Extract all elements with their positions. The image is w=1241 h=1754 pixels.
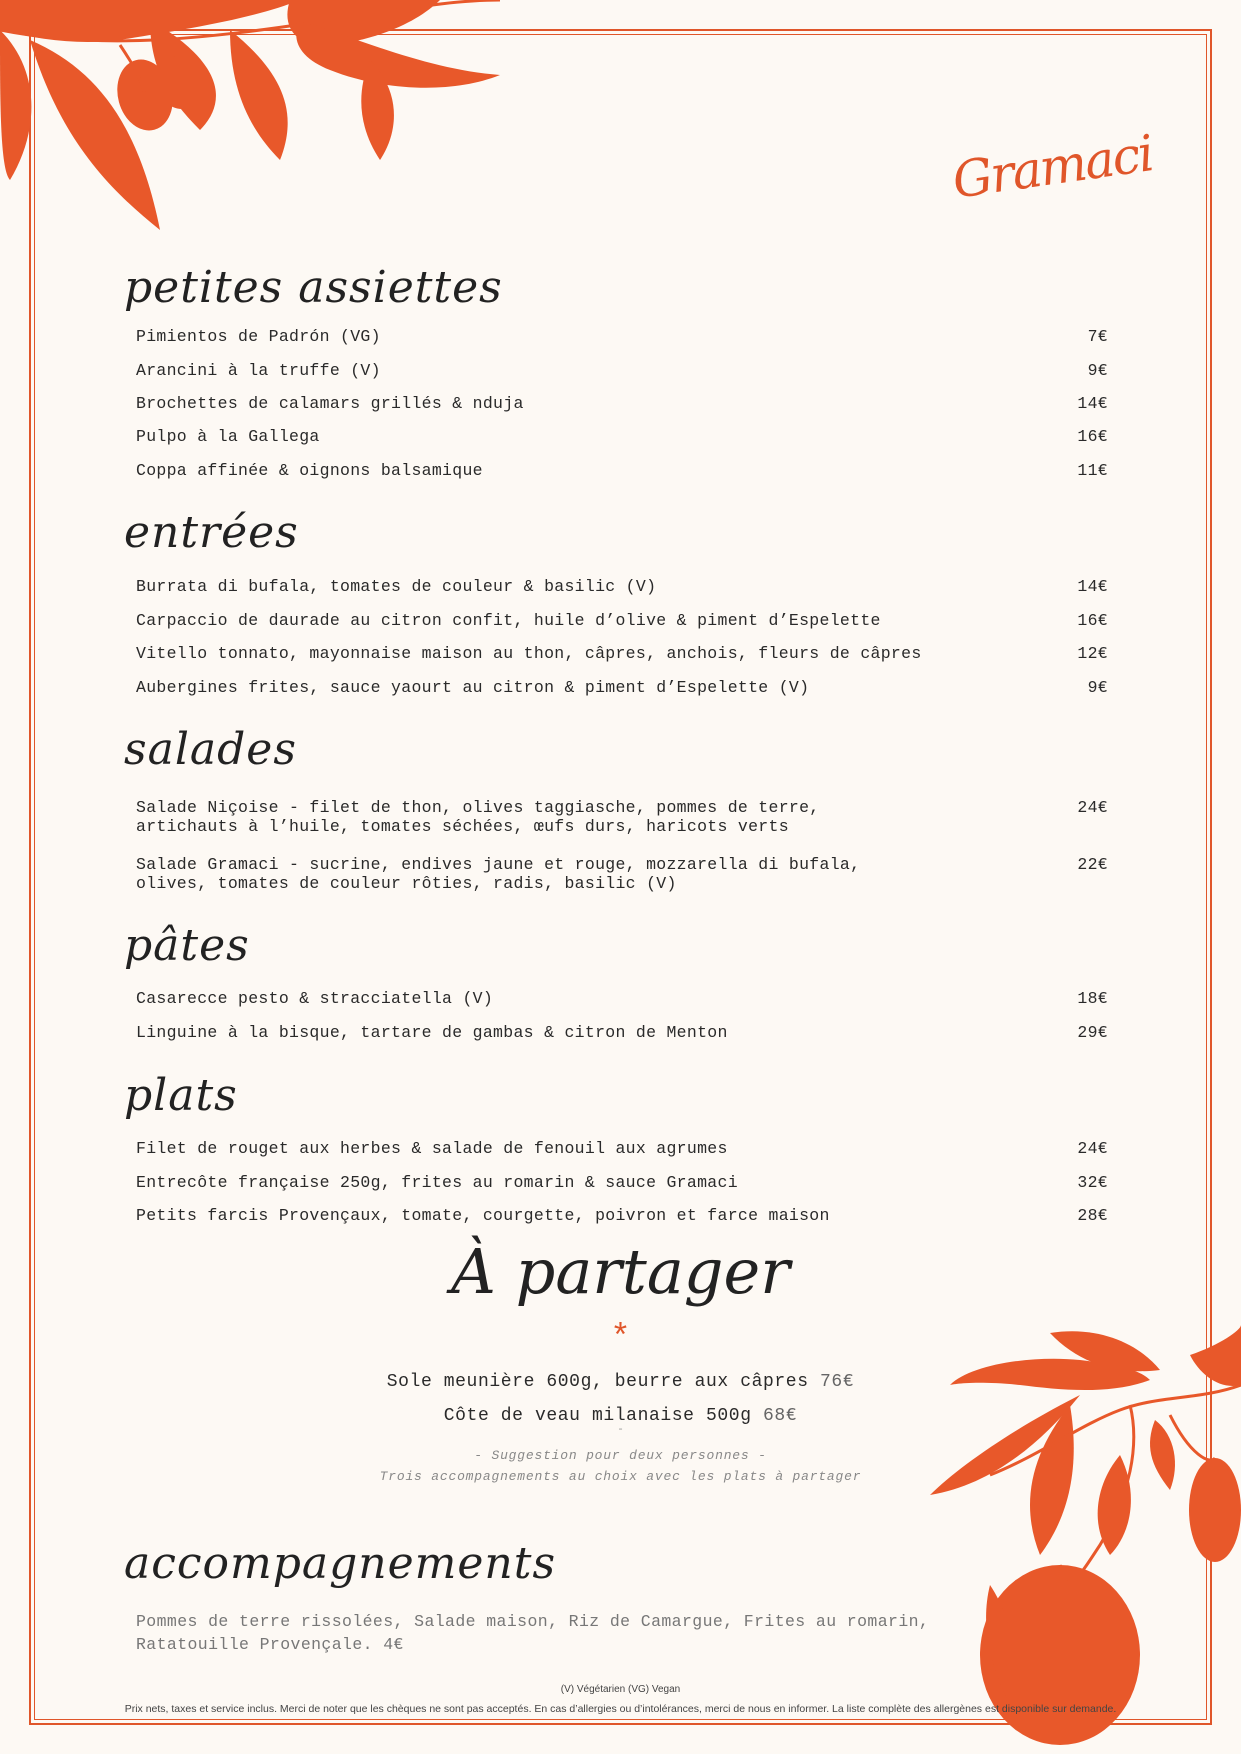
leaf-branch-top-illustration: [0, 0, 560, 240]
item-name: Côte de veau milanaise 500g: [443, 1406, 752, 1426]
section-title-pates: pâtes: [124, 920, 250, 971]
menu-item: [136, 1206, 1108, 1225]
share-item: [0, 1372, 1241, 1392]
item-price: 24€: [1077, 1139, 1108, 1158]
item-price: 68€: [763, 1406, 798, 1426]
menu-item: [136, 611, 1108, 630]
section-title-petites-assiettes: petites assiettes: [124, 262, 503, 313]
item-price: 32€: [1077, 1173, 1108, 1192]
item-price: 29€: [1077, 1023, 1108, 1042]
item-price: 12€: [1077, 644, 1108, 663]
item-price: 14€: [1077, 394, 1108, 413]
section-title-plats: plats: [124, 1070, 238, 1121]
item-name: Entrecôte française 250g, frites au romarin & sauce Gramaci: [136, 1173, 738, 1192]
footer-note: Prix nets, taxes et service inclus. Merci de noter que les chèques ne sont pas acceptés. En cas d’allergies ou d’intolérances, merci de nous en informer. La liste complète des allergènes est disponible sur demande.: [124, 1703, 1117, 1715]
item-price: 24€: [1077, 798, 1108, 817]
menu-item: [136, 855, 1108, 893]
share-note-suggestion: - Suggestion pour deux personnes -: [474, 1448, 767, 1463]
section-title-a-partager: À partager: [451, 1235, 790, 1308]
item-name: Filet de rouget aux herbes & salade de fenouil aux agrumes: [136, 1139, 728, 1158]
item-name: Casarecce pesto & stracciatella (V): [136, 989, 494, 1008]
item-name: Petits farcis Provençaux, tomate, courgette, poivron et farce maison: [136, 1206, 830, 1225]
menu-item: [136, 644, 1108, 663]
item-name: Coppa affinée & oignons balsamique: [136, 461, 483, 480]
item-price: 76€: [820, 1372, 855, 1392]
item-price: 11€: [1077, 461, 1108, 480]
menu-item: [136, 577, 1108, 596]
section-title-accompagnements: accompagnements: [124, 1538, 557, 1589]
item-name: Carpaccio de daurade au citron confit, huile d’olive & piment d’Espelette: [136, 611, 881, 630]
menu-item: [136, 394, 1108, 413]
item-price: 9€: [1087, 361, 1108, 380]
section-title-entrees: entrées: [124, 507, 299, 558]
accompagnements-text: Pommes de terre rissolées, Salade maison, Riz de Camargue, Frites au romarin, Ratatouille Provençale. 4€: [136, 1612, 930, 1654]
share-item: [0, 1406, 1241, 1426]
item-name: Brochettes de calamars grillés & nduja: [136, 394, 524, 413]
item-price: 9€: [1087, 678, 1108, 697]
menu-item: [136, 989, 1108, 1008]
item-price: 16€: [1077, 427, 1108, 446]
menu-item: [136, 1139, 1108, 1158]
item-name: Burrata di bufala, tomates de couleur & basilic (V): [136, 577, 657, 596]
item-price: 18€: [1077, 989, 1108, 1008]
brand-logo: Gramaci: [948, 124, 1156, 210]
item-price: 16€: [1077, 611, 1108, 630]
section-title-salades: salades: [124, 724, 297, 775]
item-price: 22€: [1077, 855, 1108, 874]
item-name: Salade Gramaci - sucrine, endives jaune et rouge, mozzarella di bufala, olives, tomates de couleur rôties, radis, basilic (V): [136, 855, 861, 893]
item-price: 7€: [1087, 327, 1108, 346]
item-price: 14€: [1077, 577, 1108, 596]
menu-item: [136, 461, 1108, 480]
menu-item: [136, 361, 1108, 380]
menu-item: [136, 1023, 1108, 1042]
menu-item: [136, 798, 1108, 836]
menu-item: [136, 427, 1108, 446]
asterisk-icon: *: [610, 1320, 631, 1358]
item-price: 28€: [1077, 1206, 1108, 1225]
item-name: Sole meunière 600g, beurre aux câpres: [386, 1372, 809, 1392]
item-name: Linguine à la bisque, tartare de gambas & citron de Menton: [136, 1023, 728, 1042]
divider: -: [617, 1424, 624, 1436]
item-name: Aubergines frites, sauce yaourt au citron & piment d’Espelette (V): [136, 678, 810, 697]
menu-item: [136, 327, 1108, 346]
item-name: Vitello tonnato, mayonnaise maison au thon, câpres, anchois, fleurs de câpres: [136, 644, 922, 663]
share-note-accompaniments: Trois accompagnements au choix avec les plats à partager: [379, 1469, 862, 1484]
item-name: Arancini à la truffe (V): [136, 361, 381, 380]
item-name: Salade Niçoise - filet de thon, olives taggiasche, pommes de terre, artichauts à l’huile, tomates séchées, œufs durs, haricots verts: [136, 798, 820, 836]
item-name: Pimientos de Padrón (VG): [136, 327, 381, 346]
menu-item: [136, 678, 1108, 697]
menu-item: [136, 1173, 1108, 1192]
item-name: Pulpo à la Gallega: [136, 427, 320, 446]
diet-legend: (V) Végétarien (VG) Vegan: [560, 1684, 681, 1695]
